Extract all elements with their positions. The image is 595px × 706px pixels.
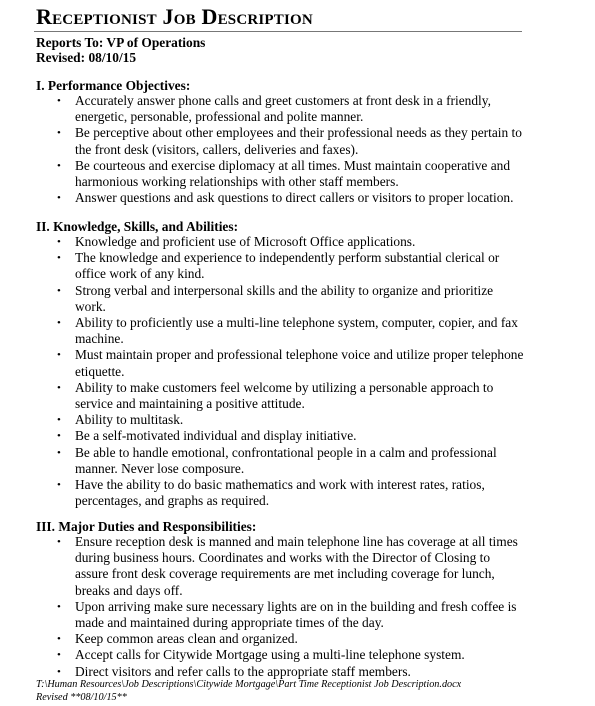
list-item-text: Ability to proficiently use a multi-line telephone system, computer, copier, and fax machine. bbox=[75, 315, 518, 347]
bullet-icon: • bbox=[57, 284, 61, 297]
list-item-text: Be courteous and exercise diplomacy at all times. Must maintain cooperative and harmonious working relationships with other staff members. bbox=[75, 157, 511, 190]
list-item-text: Keep common areas clean and organized. bbox=[75, 631, 298, 647]
section-heading: III. Major Duties and Responsibilities: bbox=[36, 519, 257, 534]
list-item-text: Accept calls for Citywide Mortgage using a multi-line telephone system. bbox=[75, 647, 465, 663]
list-item bbox=[54, 347, 524, 379]
list-item bbox=[54, 631, 524, 647]
list-item-text: Accurately answer phone calls and greet customers at front desk in a friendly, energetic, personable, professional and polite manner. bbox=[75, 93, 491, 125]
list-item-text: Be able to handle emotional, confrontational people in a calm and professional manner. Never lose composure. bbox=[75, 444, 497, 476]
bullet-icon: • bbox=[57, 633, 61, 646]
footer-file-path: T:\Human Resources\Job Descriptions\Citywide Mortgage\Part Time Receptionist Job Description.docx bbox=[36, 679, 462, 690]
list-item bbox=[54, 380, 524, 412]
bullet-icon: • bbox=[57, 446, 61, 459]
bullet-icon: • bbox=[57, 414, 61, 427]
bullet-icon: • bbox=[57, 430, 61, 443]
section-list bbox=[54, 534, 524, 680]
list-item bbox=[54, 428, 524, 444]
list-item bbox=[54, 93, 524, 125]
bullet-icon: • bbox=[57, 600, 61, 613]
bullet-icon: • bbox=[57, 536, 61, 548]
list-item bbox=[54, 664, 524, 680]
bullet-icon: • bbox=[57, 381, 61, 394]
document-title: Receptionist Job Description bbox=[36, 4, 313, 29]
list-item bbox=[54, 250, 524, 282]
list-item-text: Have the ability to do basic mathematics and work with interest rates, ratios, percentages, and graphs as required. bbox=[75, 477, 485, 509]
list-item bbox=[54, 158, 524, 190]
revised-date: Revised: 08/10/15 bbox=[36, 50, 137, 65]
list-item bbox=[54, 599, 524, 631]
list-item bbox=[54, 125, 524, 157]
list-item-text: Must maintain proper and professional telephone voice and utilize proper telephone etiquette. bbox=[75, 347, 524, 379]
list-item bbox=[54, 190, 524, 206]
list-item-text: Be perceptive about other employees and their professional needs as they pertain to the front desk (visitors, callers, deliveries and faxes). bbox=[75, 125, 522, 157]
list-item-text: Ability to make customers feel welcome by utilizing a personable approach to service and maintaining a positive attitude. bbox=[75, 379, 494, 412]
list-item bbox=[54, 234, 524, 250]
list-item-text: Be a self-motivated individual and display initiative. bbox=[75, 428, 357, 444]
bullet-icon: • bbox=[57, 649, 61, 662]
bullet-icon: • bbox=[57, 479, 61, 492]
list-item bbox=[54, 412, 524, 428]
list-item-text: Ensure reception desk is manned and main telephone line has coverage at all times during business hours. Coordinates and works with the Director of Closing to assure front desk coverage requirements are met including coverage for lunch, breaks and days off. bbox=[75, 534, 518, 598]
list-item-text: Upon arriving make sure necessary lights are on in the building and fresh coffee is made and maintained during appropriate times of the day. bbox=[75, 598, 517, 631]
list-item-text: Ability to multitask. bbox=[75, 412, 184, 428]
section-heading: I. Performance Objectives: bbox=[36, 78, 191, 93]
bullet-icon: • bbox=[57, 236, 61, 248]
list-item bbox=[54, 534, 524, 599]
list-item-text: Direct visitors and refer calls to the appropriate staff members. bbox=[75, 663, 411, 679]
list-item-text: Answer questions and ask questions to direct callers or visitors to proper location. bbox=[75, 190, 514, 206]
title-rule bbox=[34, 31, 522, 32]
list-item-text: Knowledge and proficient use of Microsoft Office applications. bbox=[75, 234, 416, 249]
section-list bbox=[54, 234, 524, 509]
list-item-text: Strong verbal and interpersonal skills and the ability to organize and prioritize work. bbox=[75, 282, 494, 314]
bullet-icon: • bbox=[57, 192, 61, 205]
bullet-icon: • bbox=[57, 127, 61, 140]
list-item bbox=[54, 477, 524, 509]
list-item bbox=[54, 315, 524, 347]
list-item bbox=[54, 647, 524, 663]
reports-to: Reports To: VP of Operations bbox=[36, 35, 206, 50]
bullet-icon: • bbox=[57, 159, 61, 172]
bullet-icon: • bbox=[57, 252, 61, 265]
bullet-icon: • bbox=[57, 95, 61, 107]
section-heading: II. Knowledge, Skills, and Abilities: bbox=[36, 219, 239, 234]
list-item bbox=[54, 283, 524, 315]
bullet-icon: • bbox=[57, 317, 61, 330]
bullet-icon: • bbox=[57, 349, 61, 362]
bullet-icon: • bbox=[57, 665, 61, 678]
list-item bbox=[54, 445, 524, 477]
footer-revised: Revised **08/10/15** bbox=[36, 692, 127, 703]
list-item-text: The knowledge and experience to independently perform substantial clerical or office work of any kind. bbox=[75, 250, 500, 282]
section-list bbox=[54, 93, 524, 206]
